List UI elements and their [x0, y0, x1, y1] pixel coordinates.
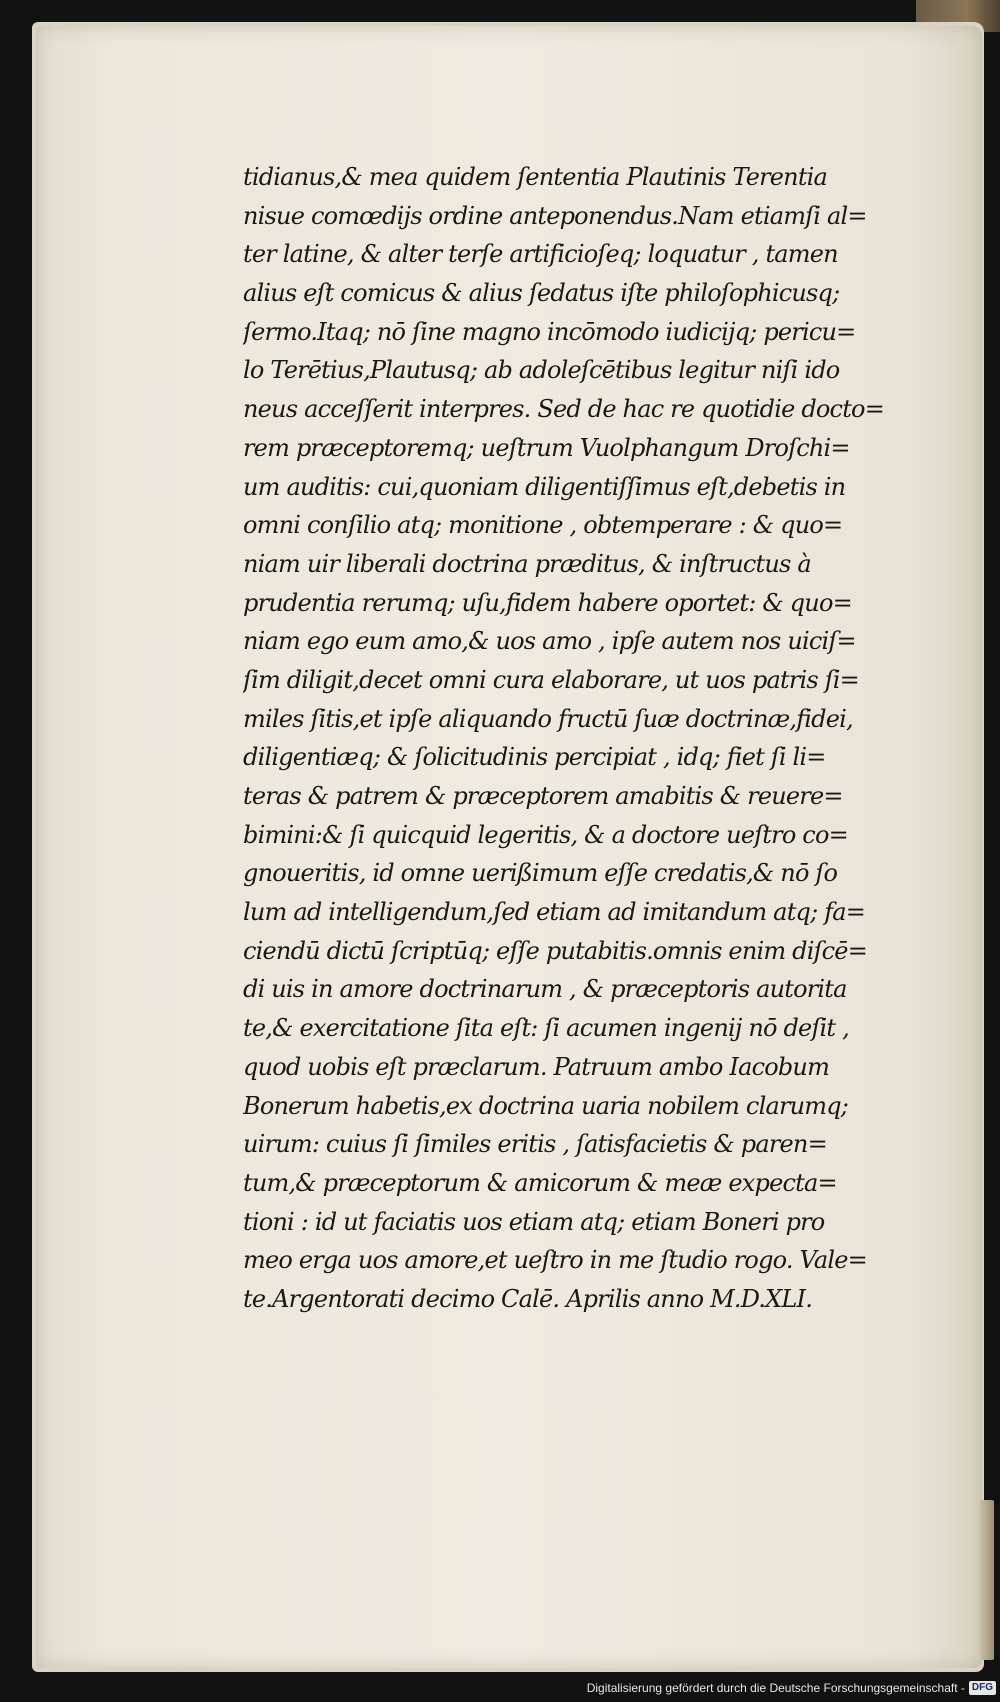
- text-line: nisue comœdijs ordine anteponendus.Nam etiamſi al=: [243, 201, 867, 230]
- text-line: ſim diligit,decet omni cura elaborare, ut uos patris ſi=: [243, 665, 859, 694]
- digitization-footer: [587, 1676, 996, 1700]
- text-line: uirum: cuius ſi ſimiles eritis , ſatisfacietis & paren=: [243, 1130, 827, 1159]
- text-line: teras & patrem & præceptorem amabitis & reuere=: [243, 782, 843, 810]
- text-line: miles ſitis,et ipſe aliquando fructū ſuæ doctrinæ,fidei,: [243, 704, 853, 733]
- text-line: niam uir liberali doctrina præditus, & inſtructus à: [243, 549, 811, 578]
- text-line: prudentia rerumq; uſu,fidem habere oportet: & quo=: [243, 588, 852, 617]
- text-line: rem præceptoremq; ueſtrum Vuolphangum Droſchi=: [243, 433, 850, 462]
- text-line: di uis in amore doctrinarum , & præceptoris autorita: [243, 975, 847, 1004]
- text-line: alius eſt comicus & alius ſedatus iſte philoſophicusq;: [243, 279, 840, 308]
- text-line: ciendū dictū ſcriptūq; eſſe putabitis.omnis enim diſcē=: [243, 936, 868, 965]
- digitization-credit: Digitalisierung gefördert durch die Deutsche Forschungsgemeinschaft -: [586, 1681, 965, 1695]
- text-line: te.Argentorati decimo Calē. Aprilis anno M.D.XLI.: [243, 1284, 813, 1313]
- text-line: lum ad intelligendum,ſed etiam ad imitandum atq; fa=: [243, 898, 866, 927]
- text-line: quod uobis eſt præclarum. Patruum ambo Iacobum: [243, 1052, 830, 1081]
- page-fore-edge: [980, 1500, 994, 1660]
- text-line: Bonerum habetis,ex doctrina uaria nobilem clarumq;: [243, 1091, 849, 1120]
- text-line: neus acceſſerit interpres. Sed de hac re quotidie docto=: [243, 395, 885, 424]
- text-line: te,& exercitatione ſita eſt: ſi acumen ingenij nō deſit ,: [243, 1014, 849, 1043]
- text-line: omni conſilio atq; monitione , obtemperare : & quo=: [243, 511, 843, 540]
- text-line: lo Terētius,Plautusq; ab adoleſcētibus legitur niſi ido: [243, 356, 840, 385]
- text-line: niam ego eum amo,& uos amo , ipſe autem nos uiciſ=: [243, 627, 856, 656]
- text-line: meo erga uos amore,et ueſtro in me ſtudio rogo. Vale=: [243, 1246, 867, 1275]
- text-line: diligentiæq; & ſolicitudinis percipiat , idq; fiet ſi li=: [243, 743, 826, 772]
- text-line: bimini:& ſi quicquid legeritis, & a doctore ueſtro co=: [243, 820, 848, 849]
- text-line: tum,& præceptorum & amicorum & meæ expecta=: [243, 1168, 837, 1197]
- text-line: um auditis: cui,quoniam diligentiſſimus eſt,debetis in: [243, 472, 846, 501]
- page-text-block: [243, 158, 898, 1319]
- dfg-logo-icon: DFG: [969, 1681, 996, 1695]
- text-line: ter latine, & alter terſe artificioſeq; loquatur , tamen: [243, 240, 838, 269]
- text-line: gnoueritis, id omne uerißimum eſſe credatis,& nō ſo: [243, 859, 838, 888]
- text-line: tidianus,& mea quidem ſententia Plautinis Terentia: [243, 163, 828, 191]
- text-line: ſermo.Itaq; nō ſine magno incōmodo iudicijq; pericu=: [243, 317, 856, 346]
- text-line: tioni : id ut faciatis uos etiam atq; etiam Boneri pro: [243, 1207, 825, 1236]
